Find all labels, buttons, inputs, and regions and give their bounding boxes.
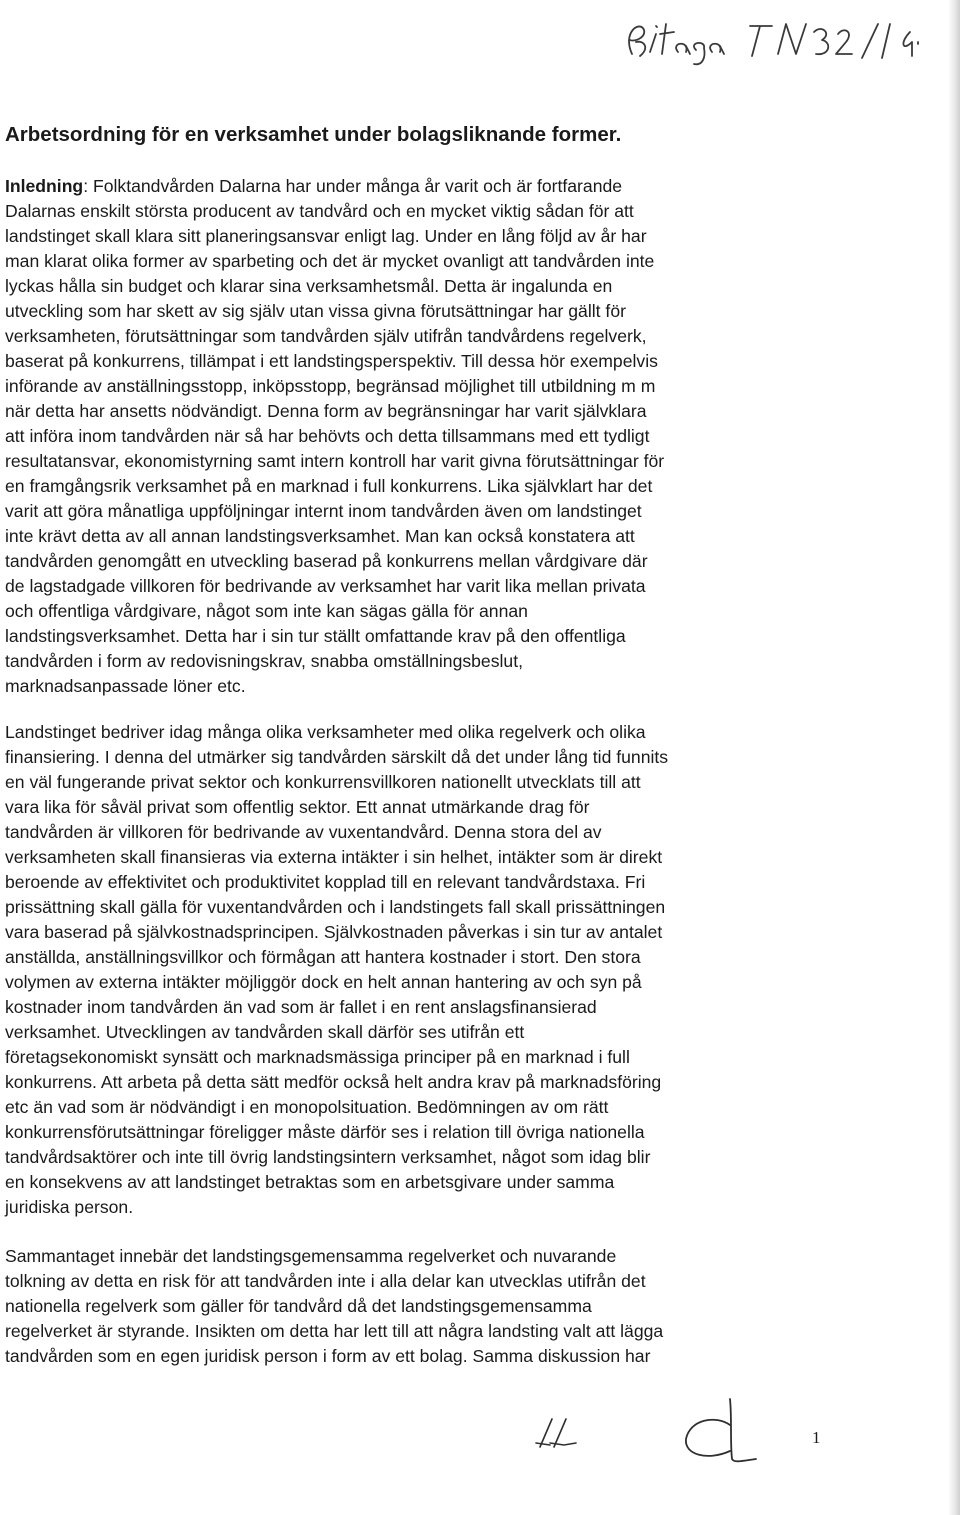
line-text: vara baserad på självkostnadsprincipen. Självkostnaden påverkas i sin tur av antalet — [5, 922, 663, 942]
line-text: : Folktandvården Dalarna har under många år varit och är fortfarande — [83, 176, 623, 196]
text-line — [5, 249, 664, 274]
text-line — [5, 895, 668, 920]
text-line — [5, 499, 664, 524]
line-text: en konsekvens av att landstinget betraktas som en arbetsgivare under samma — [5, 1172, 615, 1192]
text-line — [5, 970, 668, 995]
text-line — [5, 324, 664, 349]
line-text: regelverket är styrande. Insikten om detta har lett till att några landsting valt att lägga — [5, 1321, 664, 1341]
text-line — [5, 299, 664, 324]
line-text: tandvården som en egen juridisk person i form av ett bolag. Samma diskussion har — [5, 1346, 651, 1366]
line-text: och offentliga vårdgivare, något som inte kan sägas gälla för annan — [5, 601, 528, 621]
text-line — [5, 274, 664, 299]
handwritten-signature — [672, 1395, 762, 1467]
line-text: marknadsanpassade löner etc. — [5, 676, 246, 696]
line-text: nationella regelverk som gäller för tandvård då det landstingsgemensamma — [5, 1296, 592, 1316]
line-text: en väl fungerande privat sektor och konkurrensvillkoren nationellt utvecklats till att — [5, 772, 641, 792]
line-text: de lagstadgade villkoren för bedrivande av verksamhet har varit lika mellan privata — [5, 576, 646, 596]
line-text: inte krävt detta av all annan landstingsverksamhet. Man kan också konstatera att — [5, 526, 635, 546]
line-text: utveckling som har skett av sig själv utan vissa givna förutsättningar har gällt för — [5, 301, 626, 321]
line-text: konkurrens. Att arbeta på detta sätt medför också helt andra krav på marknadsföring — [5, 1072, 662, 1092]
text-line — [5, 770, 668, 795]
document-title: Arbetsordning för en verksamhet under bolagsliknande former. — [5, 123, 622, 146]
line-text: beroende av effektivitet och produktivitet kopplad till en relevant tandvårdstaxa. Fri — [5, 872, 646, 892]
line-text: juridiska person. — [5, 1197, 134, 1217]
line-text: kostnader inom tandvården än vad som är fallet i en rent anslagsfinansierad — [5, 997, 597, 1017]
line-text: man klarat olika former av sparbeting och det är mycket ovanligt att tandvården inte — [5, 251, 655, 271]
paragraph-introduction — [5, 174, 664, 699]
line-text: verksamhet. Utvecklingen av tandvården skall därför ses utifrån ett — [5, 1022, 525, 1042]
text-line — [5, 599, 664, 624]
line-text: volymen av externa intäkter möjliggör dock en helt annan hantering av och syn på — [5, 972, 642, 992]
text-line — [5, 1244, 663, 1269]
line-text: verksamheten skall finansieras via externa intäkter i sin helhet, intäkter som är direkt — [5, 847, 663, 867]
line-text: Dalarnas enskilt största producent av tandvård och en mycket viktig sådan för att — [5, 201, 634, 221]
line-text: konkurrensförutsättningar föreligger måste därför ses i relation till övriga nationella — [5, 1122, 645, 1142]
line-text: etc än vad som är nödvändigt i en monopolsituation. Bedömningen av om rätt — [5, 1097, 609, 1117]
line-text: Landstinget bedriver idag många olika verksamheter med olika regelverk och olika — [5, 722, 646, 742]
text-line — [5, 870, 668, 895]
line-text: landstingsverksamhet. Detta har i sin tur ställt omfattande krav på den offentliga — [5, 626, 626, 646]
text-line — [5, 920, 668, 945]
text-line — [5, 1020, 668, 1045]
line-text: tandvårdsaktörer och inte till övrig landstingsintern verksamhet, något som idag blir — [5, 1147, 651, 1167]
handwritten-note-text: Bilaga TN 32/11 sid 1-(6) — [900, 64, 911, 65]
text-line — [5, 745, 668, 770]
text-line — [5, 1170, 668, 1195]
line-text: tandvården genomgått en utveckling baserad på konkurrens mellan vårdgivare där — [5, 551, 648, 571]
line-text: vara lika för såväl privat som offentlig sektor. Ett annat utmärkande drag för — [5, 797, 590, 817]
text-line — [5, 649, 664, 674]
text-line — [5, 720, 668, 745]
text-line — [5, 349, 664, 374]
text-line — [5, 1070, 668, 1095]
line-text: anställda, anställningsvillkor och förmågan att hantera kostnader i stort. Den stora — [5, 947, 641, 967]
text-line — [5, 820, 668, 845]
line-text: att införa inom tandvården när så har behövts och detta tillsammans med ett tydligt — [5, 426, 650, 446]
line-text: verksamheten, förutsättningar som tandvården själv utifrån tandvårdens regelverk, — [5, 326, 647, 346]
line-text: resultatansvar, ekonomistyrning samt intern kontroll har varit givna förutsättningar för — [5, 451, 665, 471]
text-line — [5, 1344, 663, 1369]
line-text: när detta har ansetts nödvändigt. Denna form av begränsningar har varit självklara — [5, 401, 647, 421]
text-line — [5, 424, 664, 449]
line-text: en framgångsrik verksamhet på en marknad i full konkurrens. Lika självklart har det — [5, 476, 653, 496]
page-number: 1 — [812, 1428, 821, 1447]
paragraph-operations — [5, 720, 668, 1220]
text-line — [5, 995, 668, 1020]
handwritten-annotation — [600, 12, 920, 72]
text-line — [5, 224, 664, 249]
line-text: prissättning skall gälla för vuxentandvården och i landstingets fall skall prissättningen — [5, 897, 666, 917]
text-line — [5, 795, 668, 820]
text-line — [5, 174, 664, 199]
text-line — [5, 374, 664, 399]
text-line — [5, 1120, 668, 1145]
paragraph-lead: Inledning — [5, 176, 84, 196]
text-line — [5, 1294, 663, 1319]
text-line — [5, 1145, 668, 1170]
line-text: tandvården är villkoren för bedrivande av vuxentandvård. Denna stora del av — [5, 822, 602, 842]
text-line — [5, 1045, 668, 1070]
paragraph-summary — [5, 1244, 663, 1369]
line-text: landstinget skall klara sitt planeringsansvar enligt lag. Under en lång följd av år har — [5, 226, 647, 246]
line-text: varit att göra månatliga uppföljningar internt inom tandvården även om landstinget — [5, 501, 642, 521]
text-line — [5, 574, 664, 599]
text-line — [5, 474, 664, 499]
line-text: införande av anställningsstopp, inköpsstopp, begränsad möjlighet till utbildning m m — [5, 376, 656, 396]
text-line — [5, 449, 664, 474]
line-text: tandvården i form av redovisningskrav, snabba omställningsbeslut, — [5, 651, 523, 671]
text-line — [5, 524, 664, 549]
text-line — [5, 1095, 668, 1120]
line-text: lyckas hålla sin budget och klarar sina verksamhetsmål. Detta är ingalunda en — [5, 276, 613, 296]
text-line — [5, 1195, 668, 1220]
text-line — [5, 399, 664, 424]
text-line — [5, 199, 664, 224]
text-line — [5, 549, 664, 574]
text-line — [5, 1319, 663, 1344]
page-edge-shadow — [948, 0, 960, 1515]
line-text: tolkning av detta en risk för att tandvården inte i alla delar kan utvecklas utifrån det — [5, 1271, 646, 1291]
text-line — [5, 845, 668, 870]
text-line — [5, 624, 664, 649]
line-text: företagsekonomiskt synsätt och marknadsmässiga principer på en marknad i full — [5, 1047, 630, 1067]
text-line — [5, 674, 664, 699]
line-text: finansiering. I denna del utmärker sig tandvården särskilt då det under lång tid funnits — [5, 747, 669, 767]
line-text: baserat på konkurrens, tillämpat i ett landstingsperspektiv. Till dessa hör exempelvis — [5, 351, 658, 371]
text-line — [5, 1269, 663, 1294]
text-line — [5, 945, 668, 970]
initials-signature — [532, 1413, 580, 1453]
line-text: Sammantaget innebär det landstingsgemensamma regelverket och nuvarande — [5, 1246, 617, 1266]
